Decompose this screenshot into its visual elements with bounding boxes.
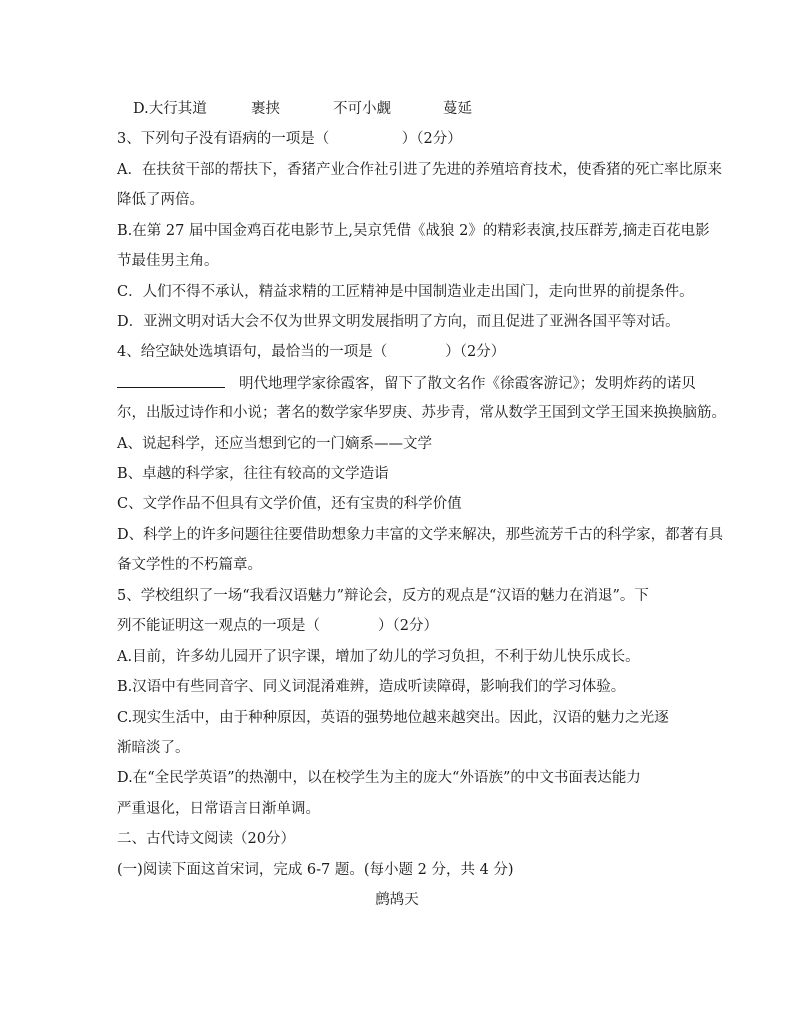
q4-option-d-cont: 备文学性的不朽篇章。 xyxy=(117,557,262,573)
q2-option-d-word1: D.大行其道 xyxy=(133,101,207,117)
q5-option-c: C.现实生活中，由于种种原因，英语的强势地位越来越突出。因此，汉语的魅力之光逐 xyxy=(117,710,669,726)
subsection-instruction: (一)阅读下面这首宋词，完成 6-7 题。(每小题 2 分，共 4 分) xyxy=(117,862,514,878)
q2-option-d-word4: 蔓延 xyxy=(443,101,472,117)
q3-option-c: C．人们不得不承认，精益求精的工匠精神是中国制造业走出国门，走向世界的前提条件。 xyxy=(117,284,694,300)
q3-option-a-cont: 降低了两倍。 xyxy=(117,192,204,208)
q4-passage xyxy=(117,373,696,394)
q4-passage-cont: 尔，出版过诗作和小说；著名的数学家华罗庚、苏步青，常从数学王国到文学王国来换换脑筋。 xyxy=(117,405,726,421)
q3-option-b-cont: 节最佳男主角。 xyxy=(117,253,219,269)
q5-option-c-cont: 渐暗淡了。 xyxy=(117,740,190,756)
q5-stem: 5、学校组织了一场“我看汉语魅力”辩论会，反方的观点是“汉语的魅力在消退”。下 xyxy=(117,588,649,604)
q4-option-c: C、文学作品不但具有文学价值，还有宝贵的科学价值 xyxy=(117,496,462,512)
q2-option-d-word3: 不可小觑 xyxy=(333,101,391,117)
fill-blank xyxy=(117,373,225,388)
q4-option-a: A、说起科学，还应当想到它的一门嫡系——文学 xyxy=(117,436,432,452)
q3-option-a: A．在扶贫干部的帮扶下，香猪产业合作社引进了先进的养殖培育技术，使香猪的死亡率比原来 xyxy=(117,162,722,178)
q3-option-d: D．亚洲文明对话大会不仅为世界文明发展指明了方向，而且促进了亚洲各国平等对话。 xyxy=(117,314,680,330)
q5-stem-cont: 列不能证明这一观点的一项是（ ）（2分） xyxy=(117,618,438,634)
q4-option-b: B、卓越的科学家，往往有较高的文学造诣 xyxy=(117,466,389,482)
q5-option-a: A.目前，许多幼儿园开了识字课，增加了幼儿的学习负担，不利于幼儿快乐成长。 xyxy=(117,649,640,665)
q2-option-d xyxy=(133,99,472,119)
poem-title: 鹧鸪天 xyxy=(375,892,419,908)
q5-option-d: D.在“全民学英语”的热潮中，以在校学生为主的庞大“外语族”的中文书面表达能力 xyxy=(117,770,641,786)
q5-option-d-cont: 严重退化，日常语言日渐单调。 xyxy=(117,801,320,817)
section-heading: 二、古代诗文阅读（20分） xyxy=(117,831,295,847)
q3-option-b: B.在第 27 届中国金鸡百花电影节上,吴京凭借《战狼 2》的精彩表演,技压群芳,摘走百花电影 xyxy=(117,223,710,239)
q3-stem: 3、下列句子没有语病的一项是（ ）（2分） xyxy=(117,131,462,147)
q4-passage-text: 明代地理学家徐霞客，留下了散文名作《徐霞客游记》；发明炸药的诺贝 xyxy=(239,376,696,392)
q5-option-b: B.汉语中有些同音字、同义词混淆难辨，造成听读障碍，影响我们的学习体验。 xyxy=(117,679,626,695)
q4-stem: 4、给空缺处选填语句，最恰当的一项是（ ）（2分） xyxy=(117,344,506,360)
q2-option-d-word2: 裹挟 xyxy=(251,101,280,117)
q4-option-d: D、科学上的许多问题往往要借助想象力丰富的文学来解决，那些流芳千古的科学家，都著有具 xyxy=(117,527,724,543)
